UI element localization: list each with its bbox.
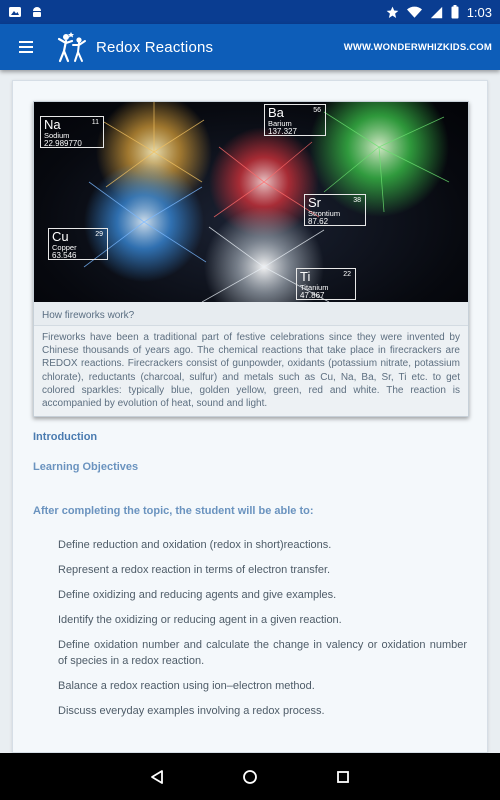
android-notification-icon xyxy=(30,5,44,19)
objectives-list xyxy=(33,537,467,719)
back-button[interactable] xyxy=(142,762,172,792)
figure-description: Fireworks have been a traditional part of festive celebrations since they were invented by Chinese thousands of years ago. The chemical reactions that take place in firecrackers are REDOX reactions. Firecrackers consist of gunpowder, oxidants (potassium nitrate, potassium chlorate), reductants (charcoal, sulfur) and metals such as Cu, Na, Ba, Sr, Ti etc. to get colored sparkles: typically blue, golden yellow, green, red and white. The reaction is accompanied by evolution of heat, sound and light. xyxy=(34,326,468,416)
element-mass: 63.546 xyxy=(52,250,77,260)
element-name: Strontium xyxy=(308,209,341,218)
element-card-titanium xyxy=(296,268,356,300)
wifi-icon xyxy=(407,6,422,19)
hamburger-menu-icon xyxy=(19,41,33,53)
element-card-copper xyxy=(48,228,108,260)
objective-item: Balance a redox reaction using ion–electron method. xyxy=(58,680,315,693)
element-card-barium xyxy=(264,104,326,136)
objective-item: Identify the oxidizing or reducing agent in a given reaction. xyxy=(58,614,342,627)
element-symbol: Sr xyxy=(308,195,321,210)
element-symbol: Na xyxy=(44,117,61,132)
element-mass: 87.62 xyxy=(308,216,329,226)
element-number: 22 xyxy=(343,271,351,278)
element-number: 29 xyxy=(95,231,103,238)
battery-icon xyxy=(451,5,459,19)
element-mass: 137.327 xyxy=(268,126,297,136)
content-page xyxy=(0,70,500,753)
introduction-heading[interactable]: Introduction xyxy=(33,431,98,444)
status-bar xyxy=(0,0,500,24)
photo-notification-icon xyxy=(8,5,22,19)
element-name: Copper xyxy=(52,243,77,252)
system-nav-bar xyxy=(0,753,500,800)
app-title: Redox Reactions xyxy=(96,38,214,56)
star-icon xyxy=(386,6,399,19)
element-number: 56 xyxy=(313,107,321,114)
content-card xyxy=(12,80,488,753)
menu-button[interactable] xyxy=(0,24,52,70)
wonderwhizkids-logo[interactable] xyxy=(52,27,92,67)
objective-item: Discuss everyday examples involving a redox process. xyxy=(58,705,325,718)
objective-item: Define oxidizing and reducing agents and give examples. xyxy=(58,589,337,602)
fireworks-figure xyxy=(33,101,469,417)
objective-item: Represent a redox reaction in terms of electron transfer. xyxy=(58,564,331,577)
objective-item: Define reduction and oxidation (redox in short)reactions. xyxy=(58,539,332,552)
element-name: Sodium xyxy=(44,131,70,140)
back-triangle-icon xyxy=(149,769,165,785)
element-symbol: Ti xyxy=(300,269,311,284)
cell-signal-icon xyxy=(430,6,443,19)
element-number: 11 xyxy=(91,119,99,126)
element-symbol: Ba xyxy=(268,105,284,120)
site-link[interactable]: WWW.WONDERWHIZKIDS.COM xyxy=(343,41,492,53)
element-symbol: Cu xyxy=(52,229,69,244)
element-name: Titanium xyxy=(300,283,329,292)
element-mass: 22.989770 xyxy=(44,138,82,148)
element-name: Barium xyxy=(268,119,292,128)
element-card-strontium xyxy=(304,194,366,226)
objectives-intro-text: After completing the topic, the student will be able to: xyxy=(33,505,314,518)
element-mass: 47.867 xyxy=(300,290,325,300)
recents-button[interactable] xyxy=(328,762,358,792)
clock-time: 1:03 xyxy=(466,4,492,20)
element-card-sodium xyxy=(40,116,104,148)
home-circle-icon xyxy=(242,769,258,785)
element-number: 38 xyxy=(353,197,361,204)
app-bar xyxy=(0,24,500,70)
fireworks-image xyxy=(34,102,468,302)
learning-objectives-heading[interactable]: Learning Objectives xyxy=(33,461,139,474)
objective-item: Define oxidation number and calculate the change in valency or oxidation number of species in a redox reaction. xyxy=(58,639,467,668)
recents-square-icon xyxy=(336,770,350,784)
figure-caption: How fireworks work? xyxy=(34,302,468,326)
home-button[interactable] xyxy=(235,762,265,792)
